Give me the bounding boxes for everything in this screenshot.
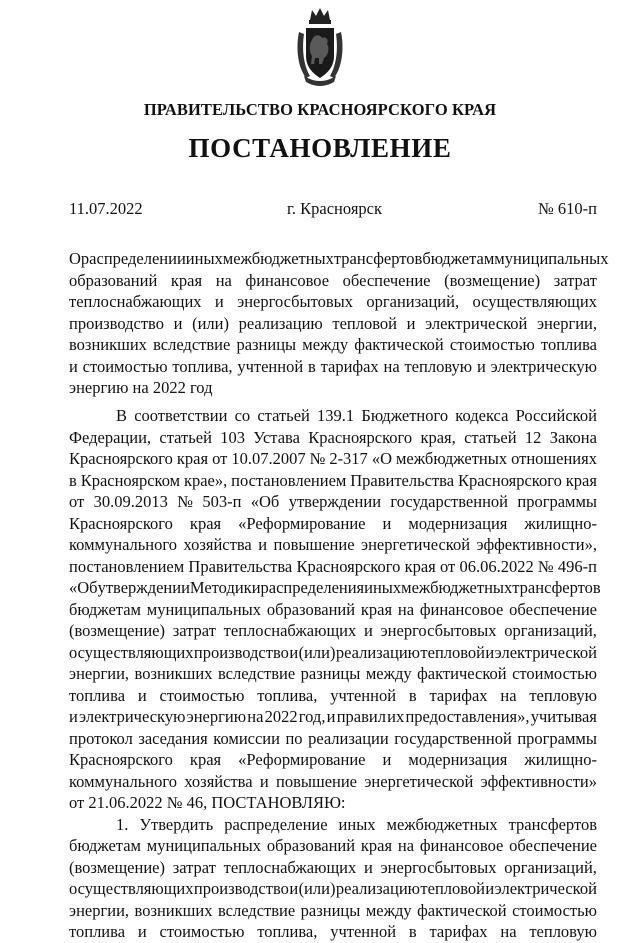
body-line: от 21.06.2022 № 46, ПОСТАНОВЛЯЮ: (69, 793, 346, 812)
document-meta (69, 199, 597, 221)
body-line: осуществляющих производство и (или) реализацию тепловой и электрической (69, 879, 597, 898)
body-line: коммунального хозяйства и повышение энергетической эффективности», (69, 535, 597, 554)
subject-line: возникших вследствие разницы между фактической стоимостью топлива (69, 335, 597, 354)
subject-line: энергию на 2022 год (69, 378, 213, 397)
body-line: энергии, возникших вследствие разницы между фактической стоимостью (69, 900, 597, 920)
body-line: (возмещение) затрат теплоснабжающих и энергосбытовых организаций, (69, 621, 597, 640)
subject-line: О распределении иных межбюджетных трансфертов бюджетам муниципальных (69, 249, 609, 268)
body-line: бюджетам муниципальных образований края на финансовое обеспечение (69, 836, 597, 855)
body-line: В соответствии со статьей 139.1 Бюджетного кодекса Российской (116, 406, 597, 425)
body-line: энергии, возникших вследствие разницы между фактической стоимостью (69, 664, 597, 683)
subject-line: и стоимостью топлива, учтенной в тарифах на тепловую и электрическую (69, 356, 597, 376)
body-line: (возмещение) затрат теплоснабжающих и энергосбытовых организаций, (69, 857, 597, 877)
body-line: Красноярского края «Реформирование и модернизация жилищно- (69, 750, 597, 769)
body-line: топлива и стоимостью топлива, учтенной в тарифах на тепловую (69, 685, 597, 705)
body-line: в Красноярском крае», постановлением Правительства Красноярского края (69, 470, 597, 490)
body-line: от 30.09.2013 № 503-п «Об утверждении государственной программы (69, 492, 597, 511)
subject-line: производство и (или) реализацию тепловой и электрической энергии, (69, 313, 597, 333)
body-line: «Об утверждении Методики распределения иных межбюджетных трансфертов (69, 578, 601, 597)
document-subject (69, 248, 609, 399)
document-type-title: ПОСТАНОВЛЕНИЕ (188, 133, 452, 163)
body-line: Красноярского края от 10.07.2007 № 2-317 «О межбюджетных отношениях (69, 449, 597, 468)
subject-line: теплоснабжающих и энергосбытовых организаций, осуществляющих (69, 292, 597, 311)
body-line: протокол заседания комиссии по реализации государственной программы (69, 728, 597, 748)
body-line: коммунального хозяйства и повышение энергетической эффективности» (69, 771, 597, 791)
coat-of-arms-icon (294, 6, 346, 86)
issuing-authority: ПРАВИТЕЛЬСТВО КРАСНОЯРСКОГО КРАЯ (143, 100, 497, 119)
body-line: и электрическую энергию на 2022 год, и правил их предоставления», учитывая (69, 707, 597, 726)
body-line: 1. Утвердить распределение иных межбюджетных трансфертов (116, 814, 597, 834)
body-line: топлива и стоимостью топлива, учтенной в тарифах на тепловую (69, 922, 597, 941)
subject-line: образований края на финансовое обеспечение (возмещение) затрат (69, 270, 597, 290)
body-line: Федерации, статьей 103 Устава Красноярского края, статьей 12 Закона (69, 427, 597, 447)
body-line: бюджетам муниципальных образований края на финансовое обеспечение (69, 599, 597, 619)
document-number: № 610-п (538, 199, 597, 218)
body-line: осуществляющих производство и (или) реализацию тепловой и электрической (69, 642, 597, 662)
document-date: 11.07.2022 (69, 199, 143, 218)
document-body (69, 405, 601, 943)
body-line: Красноярского края «Реформирование и модернизация жилищно- (69, 513, 597, 533)
document-city: г. Красноярск (287, 199, 383, 218)
body-line: постановлением Правительства Красноярского края от 06.06.2022 № 496-п (69, 556, 597, 576)
